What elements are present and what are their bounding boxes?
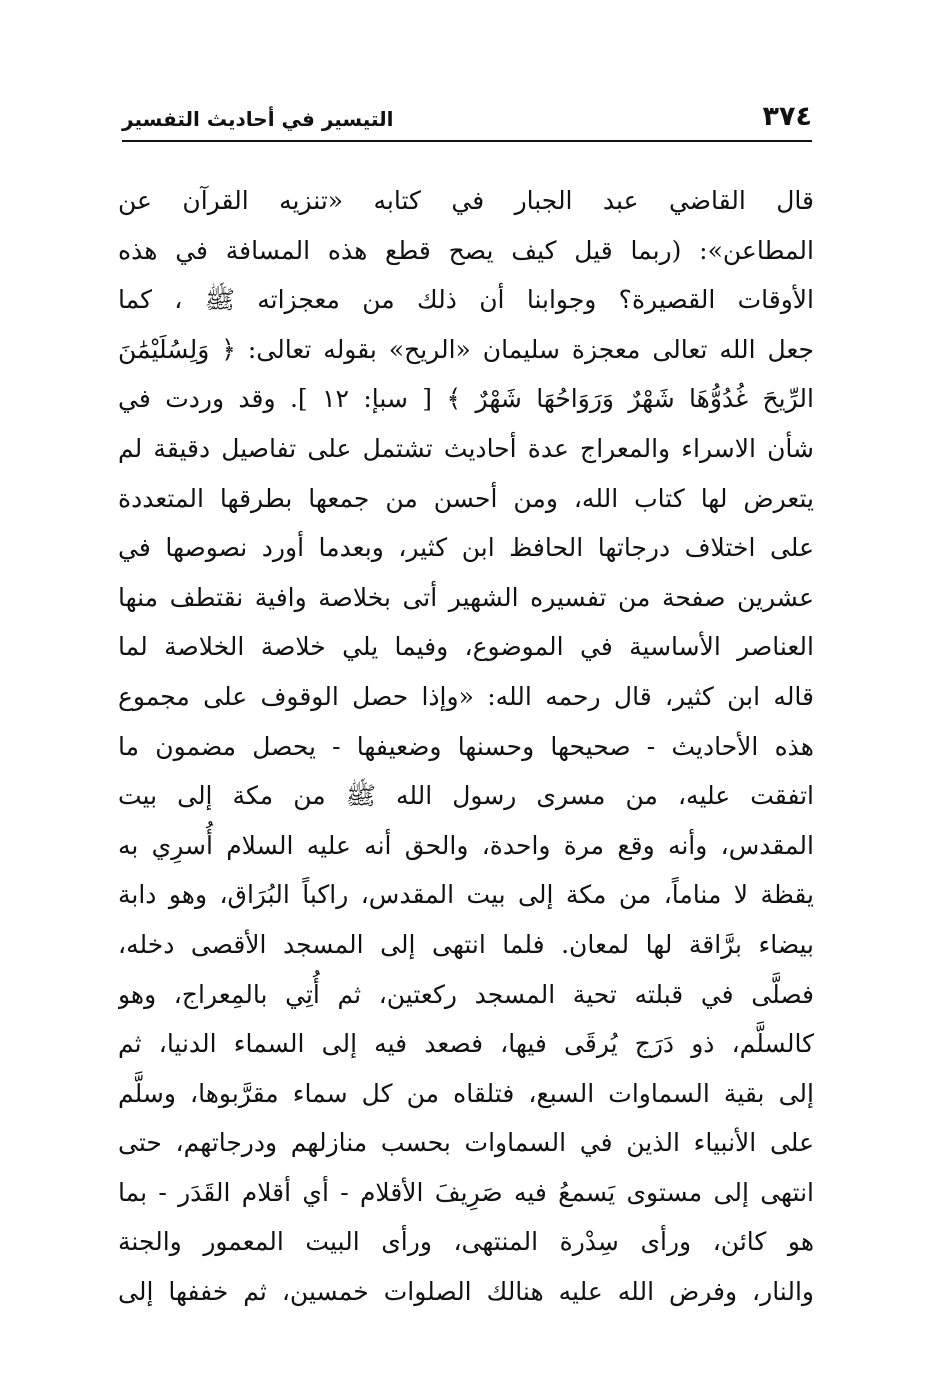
text-line: قاله ابن كثير، قال رحمه الله: «وإذا حصل الوقوف على مجموع <box>118 681 814 711</box>
text-line: بيضاء برَّاقة لها لمعان. فلما انتهى إلى المسجد الأقصى دخله، <box>118 929 814 959</box>
text-line: على اختلاف درجاتها الحافظ ابن كثير، وبعدما أورد نصوصها في <box>118 533 814 563</box>
text-line: شأن الاسراء والمعراج عدة أحاديث تشتمل على تفاصيل دقيقة لم <box>118 433 814 463</box>
text-line: إلى بقية السماوات السبع، فتلقاه من كل سماء مقرَّبوها، وسلَّم <box>118 1078 814 1108</box>
running-title: التيسير في أحاديث التفسير <box>122 107 394 131</box>
text-line: كالسلَّم، ذو دَرَج يُرقَى فيها، فصعد فيه إلى السماء الدنيا، ثم <box>118 1029 814 1059</box>
text-line: المطاعن»: (ربما قيل كيف يصح قطع هذه المسافة في هذه <box>118 235 814 265</box>
text-line: والنار، وفرض الله عليه هنالك الصلوات خمسين، ثم خففها إلى <box>118 1277 814 1307</box>
text-line: المقدس، وأنه وقع مرة واحدة، والحق أنه عليه السلام أُسرِي به <box>118 830 814 860</box>
text-line: هو كائن، ورأى سِدْرة المنتهى، ورأى البيت المعمور والجنة <box>118 1227 814 1257</box>
text-line: يقظة لا مناماً، من مكة إلى بيت المقدس، راكباً البُرَاق، وهو دابة <box>118 880 814 910</box>
text-line: يتعرض لها كتاب الله، ومن أحسن من جمعها بطرقها المتعددة <box>118 483 814 513</box>
header-rule <box>122 140 812 142</box>
text-line: فصلَّى في قبلته تحية المسجد ركعتين، ثم أُتِي بالمِعراج، وهو <box>118 979 814 1009</box>
text-line: هذه الأحاديث - صحيحها وحسنها وضعيفها - يحصل مضمون ما <box>118 731 814 761</box>
body-text <box>118 176 814 1317</box>
text-line: انتهى إلى مستوى يَسمعُ فيه صَرِيفَ الأقلام - أي أقلام القَدَر - بما <box>118 1177 814 1207</box>
page-number: ٣٧٤ <box>762 101 812 132</box>
text-line: عشرين صفحة من تفسيره الشهير أتى بخلاصة وافية نقتطف منها <box>118 582 814 612</box>
text-line: على الأنبياء الذين في السماوات بحسب منازلهم ودرجاتهم، حتى <box>118 1128 814 1158</box>
text-line: اتفقت عليه، من مسرى رسول الله ﷺ من مكة إلى بيت <box>118 781 814 811</box>
text-line: قال القاضي عبد الجبار في كتابه «تنزيه القرآن عن <box>118 186 814 215</box>
text-line: جعل الله تعالى معجزة سليمان «الريح» بقوله تعالى: ﴿ وَلِسُلَيْمَٰنَ <box>118 334 814 364</box>
text-line: العناصر الأساسية في الموضوع، وفيما يلي خلاصة الخلاصة لما <box>118 632 814 662</box>
text-line: الرِّيحَ غُدُوُّهَا شَهْرٌ وَرَوَاحُهَا شَهْرٌ ﴾ [ سبإ: ١٢ ]. وقد وردت في <box>118 384 814 414</box>
page-header <box>122 100 812 140</box>
text-line: الأوقات القصيرة؟ وجوابنا أن ذلك من معجزاته ﷺ ، كما <box>118 285 814 315</box>
